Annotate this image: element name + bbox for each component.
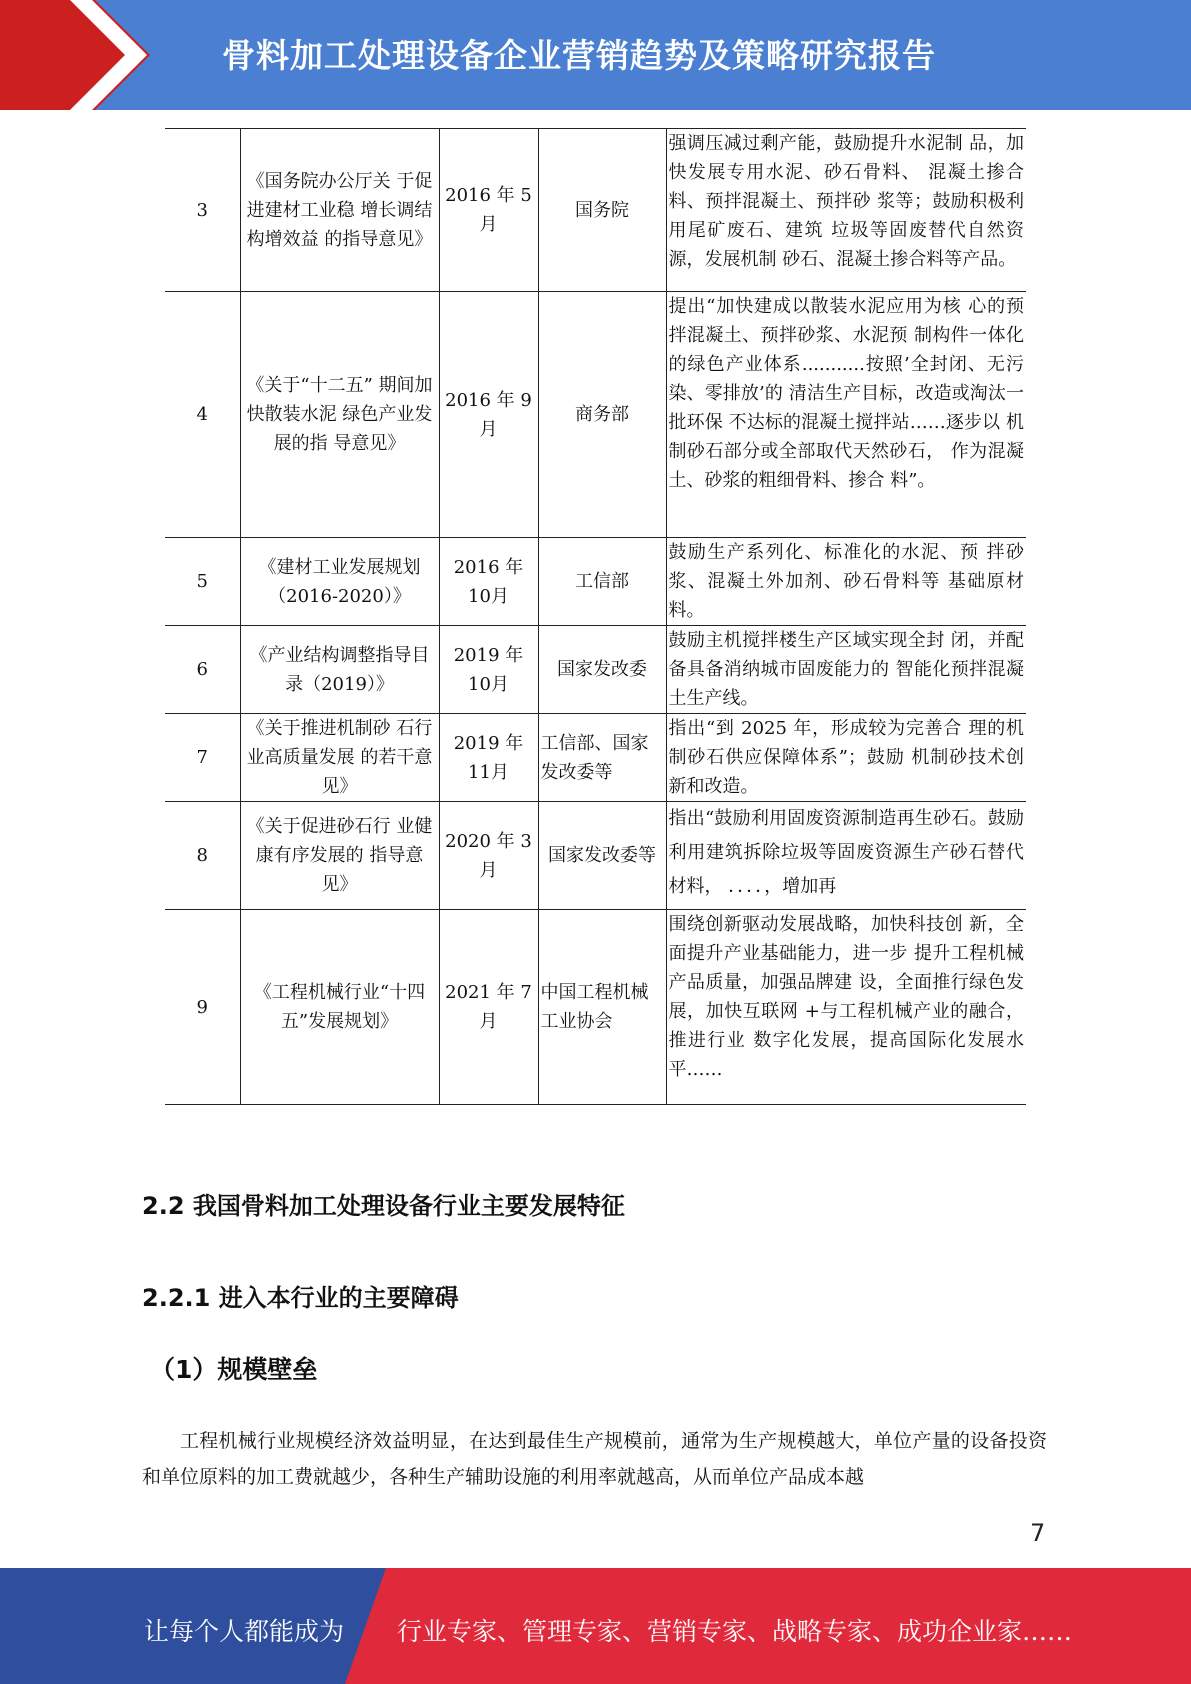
row-number: 9 [165,910,240,1105]
page-number: 7 [1030,1519,1046,1547]
table-row [165,910,1026,1105]
row-number: 3 [165,129,240,292]
policy-date: 2016 年 10月 [439,538,538,626]
table-row [165,538,1026,626]
policy-title: 《关于推进机制砂 石行业高质量发展 的若干意见》 [240,714,439,802]
policy-description: 强调压减过剩产能，鼓励提升水泥制 品，加快发展专用水泥、砂石骨料、 混凝土掺合料、预拌混凝土、预拌砂 浆等；鼓励积极利用尾矿废石、建筑 垃圾等固废替代自然资源，发展机制 砂石、混凝土掺合料等产品。 [666,129,1026,292]
policy-title: 《关于“十二五” 期间加快散装水泥 绿色产业发展的指 导意见》 [240,292,439,538]
policy-description: 指出“到 2025 年，形成较为完善合 理的机制砂石供应保障体系”；鼓励 机制砂技术创新和改造。 [666,714,1026,802]
policy-issuer: 国务院 [538,129,666,292]
row-number: 8 [165,802,240,910]
footer-slogan-left: 让每个人都能成为 [144,1617,345,1646]
policy-date: 2019 年 11月 [439,714,538,802]
table-row [165,292,1026,538]
policy-title: 《工程机械行业“十四五”发展规划》 [240,910,439,1105]
policy-description: 鼓励生产系列化、标准化的水泥、预 拌砂浆、混凝土外加剂、砂石骨料等 基础原材料。 [666,538,1026,626]
policy-issuer: 国家发改委 [538,626,666,714]
policy-title: 《建材工业发展规划（2016-2020）》 [240,538,439,626]
row-number: 4 [165,292,240,538]
paragraph-text: 工程机械行业规模经济效益明显，在达到最佳生产规模前，通常为生产规模越大，单位产量的设备投资和单位原料的加工费就越少，各种生产辅助设施的利用率就越高，从而单位产品成本越 [142,1430,1047,1488]
table-row [165,129,1026,292]
policy-issuer: 工信部 [538,538,666,626]
table-row [165,626,1026,714]
page-header [0,0,1191,110]
body-paragraph [142,1423,1047,1495]
subsection-heading-scale-barrier: （1）规模壁垒 [150,1355,318,1384]
policy-issuer: 中国工程机械工业协会 [538,910,666,1105]
policy-date: 2016 年 9月 [439,292,538,538]
policy-issuer: 商务部 [538,292,666,538]
policy-description: 提出“加快建成以散装水泥应用为核 心的预拌混凝土、预拌砂浆、水泥预 制构件一体化的绿色产业体系...........按照’全封闭、无污染、零排放’的 清洁生产目标，改造或淘汰一批环保 不达标的混凝土搅拌站……逐步以 机制砂石部分或全部取代天然砂石， 作为混凝土、砂浆的粗细骨料、掺合 料”。 [666,292,1026,538]
policy-date: 2021 年 7月 [439,910,538,1105]
policy-description: 鼓励主机搅拌楼生产区域实现全封 闭，并配备具备消纳城市固废能力的 智能化预拌混凝土生产线。 [666,626,1026,714]
policy-date: 2016 年 5月 [439,129,538,292]
row-number: 7 [165,714,240,802]
header-arrow-decoration [0,0,150,110]
report-title: 骨料加工处理设备企业营销趋势及策略研究报告 [222,36,936,75]
policy-title: 《产业结构调整指导目录（2019）》 [240,626,439,714]
table-row [165,714,1026,802]
row-number: 6 [165,626,240,714]
policy-description: 指出“鼓励利用固废资源制造再生砂石。鼓励利用建筑拆除垃圾等固废资源生产砂石替代材料， ．．．．，增加再 [666,802,1026,910]
policy-date: 2019 年 10月 [439,626,538,714]
page-footer [0,1568,1191,1684]
policy-issuer: 国家发改委等 [538,802,666,910]
section-heading-2-2-1: 2.2.1 进入本行业的主要障碍 [142,1284,459,1312]
section-heading-2-2: 2.2 我国骨料加工处理设备行业主要发展特征 [142,1192,625,1220]
policy-issuer: 工信部、国家发改委等 [538,714,666,802]
policy-title: 《国务院办公厅关 于促进建材工业稳 增长调结构增效益 的指导意见》 [240,129,439,292]
policy-date: 2020 年 3月 [439,802,538,910]
row-number: 5 [165,538,240,626]
table-row [165,802,1026,910]
policy-description: 围绕创新驱动发展战略，加快科技创 新，全面提升产业基础能力，进一步 提升工程机械产品质量，加强品牌建 设，全面推行绿色发展，加快互联网 +与工程机械产业的融合，推进行业 数字化发展，提高国际化发展水 平…… [666,910,1026,1105]
policy-table [165,128,1026,1105]
policy-title: 《关于促进砂石行 业健康有序发展的 指导意见》 [240,802,439,910]
footer-slogan-right: 行业专家、管理专家、营销专家、战略专家、成功企业家…… [397,1617,1073,1646]
